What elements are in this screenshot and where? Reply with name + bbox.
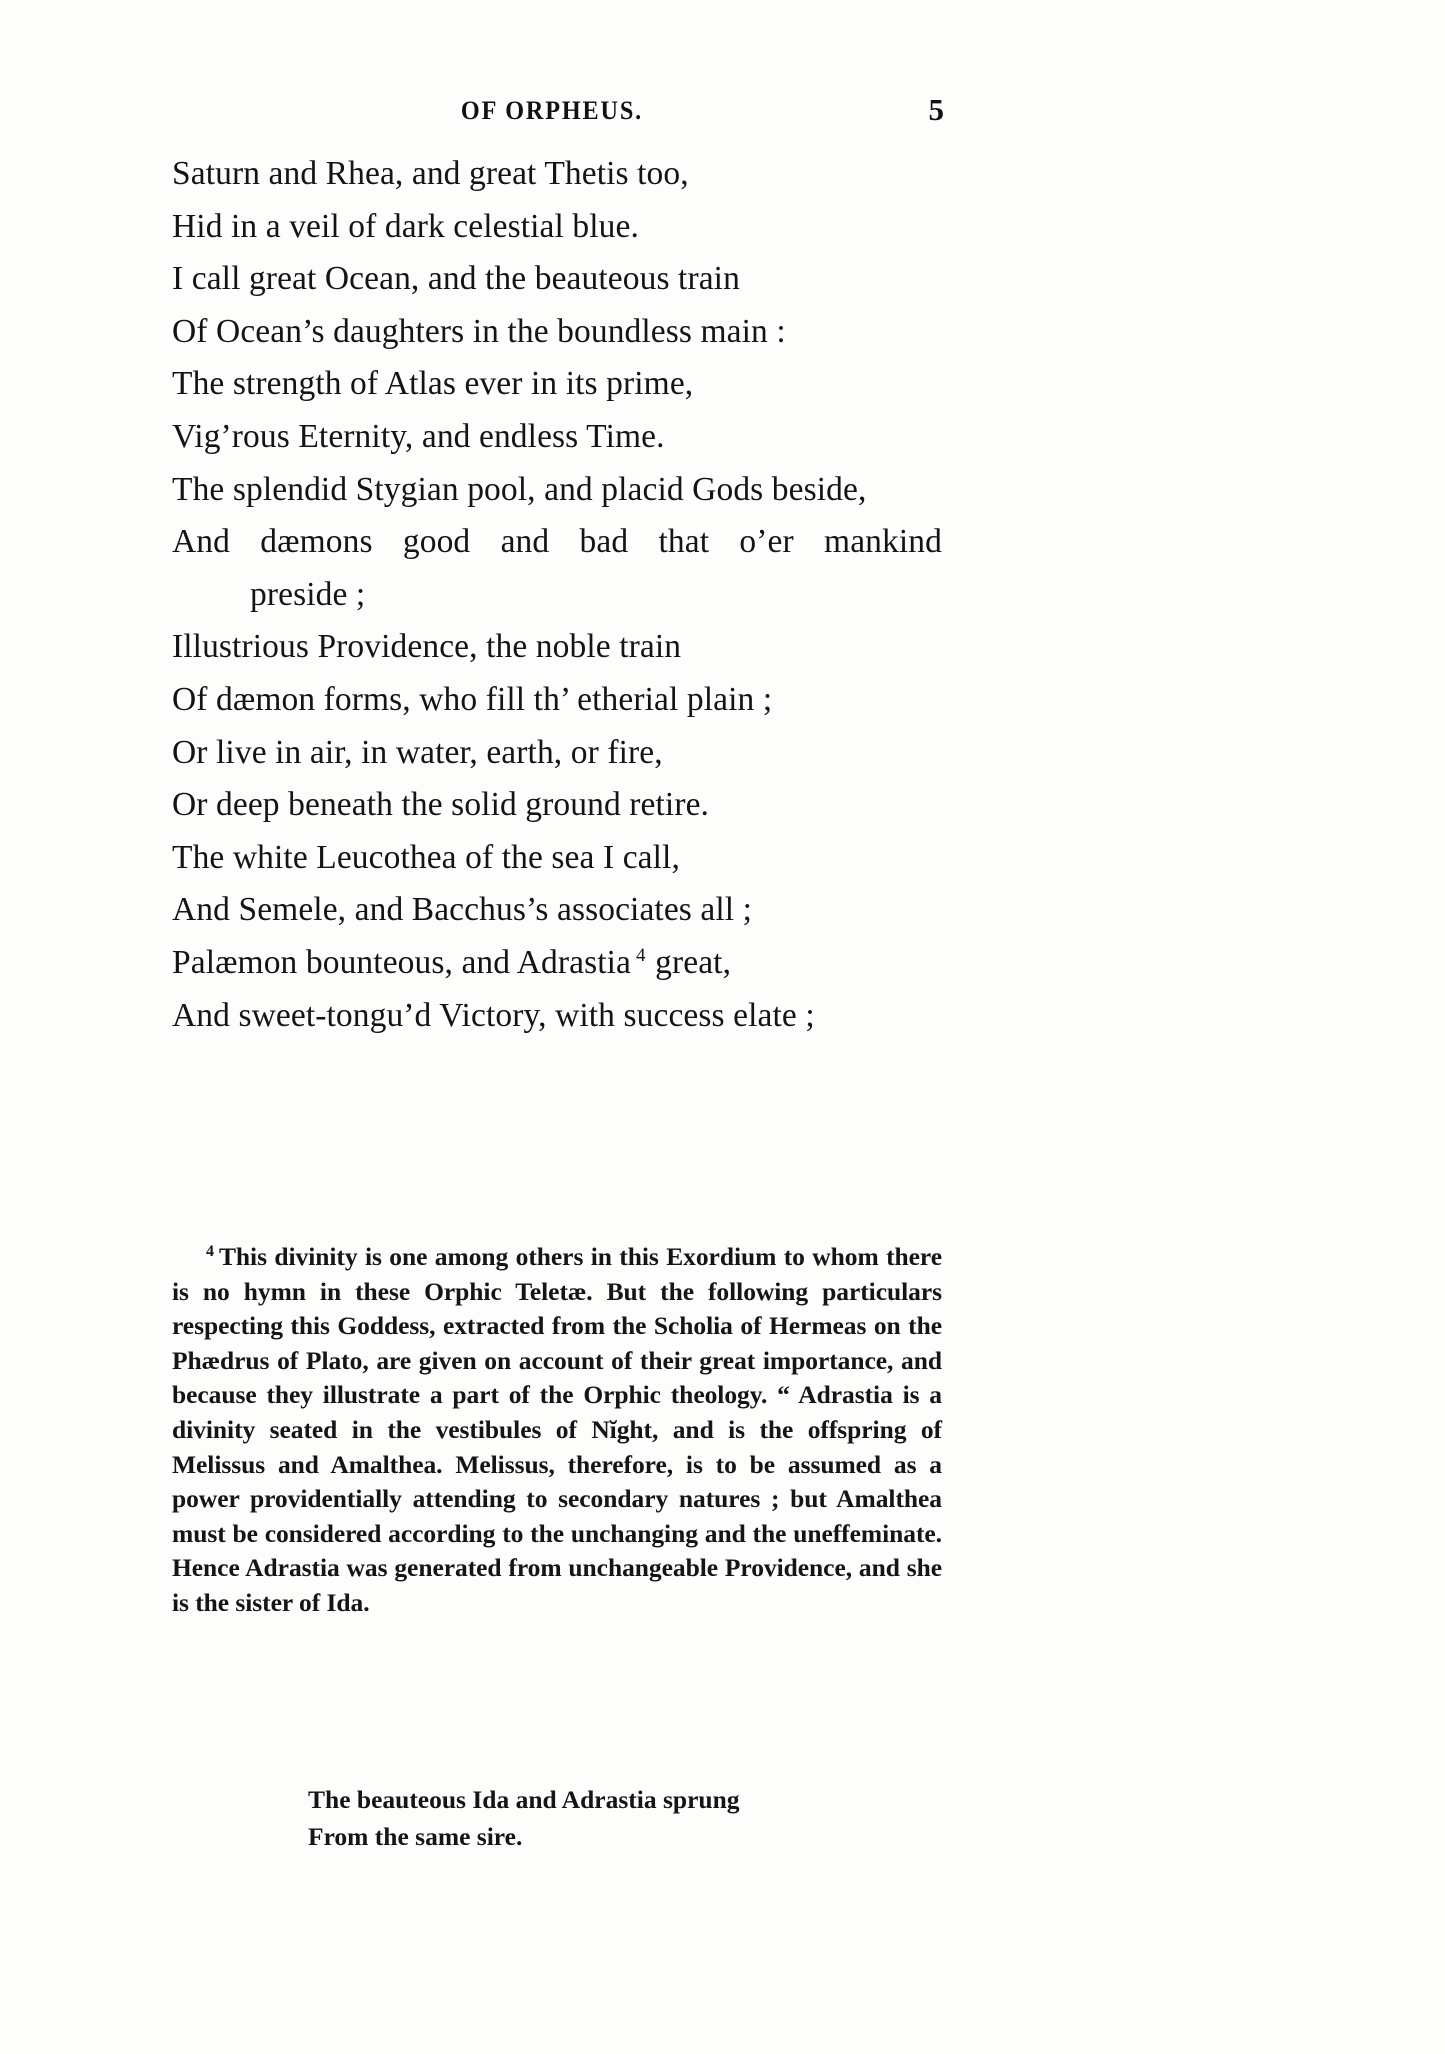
footnote-paragraph [172,1240,942,1621]
poem-line: And Semele, and Bacchus’s associates all ; [172,891,753,929]
footnote-text: This divinity is one among others in this Exordium to whom there is no hymn in these Orphic Teletæ. But the following particulars respecting this Goddess, extracted from the Scholia of Hermeas on the Phædrus of Plato, are given on account of their great importance, and because they illustrate a part of the Orphic theology. “ Adrastia is a divinity seated in the vestibules of Nĭght, and is the offspring of Melissus and Amalthea. Melissus, therefore, is to be assumed as a power providentially attending to secondary natures ; but Amalthea must be considered according to the unchanging and the uneffeminate. Hence Adrastia was generated from unchangeable Providence, and she is the sister of Ida. [172,1242,942,1617]
poem-line: Or deep beneath the solid ground retire. [172,786,710,824]
footnote-reference[interactable]: 4 [636,944,646,966]
poem-line-text-tail: great, [646,943,732,981]
quoted-verse-line: The beauteous Ida and Adrastia sprung [308,1785,740,1814]
poem-line: And sweet-tongu’d Victory, with success elate ; [172,996,815,1034]
poem-line: preside ; [250,575,366,613]
poem-line-text: Palæmon bounteous, and Adrastia [172,943,632,981]
poem-line: The strength of Atlas ever in its prime, [172,365,694,403]
footnote-marker: 4 [206,1242,214,1260]
poem-line: Saturn and Rhea, and great Thetis too, [172,155,689,192]
running-head-title: OF ORPHEUS. [460,96,644,125]
poem-line [172,937,942,990]
page-number: 5 [928,92,944,127]
poem-body [172,148,942,1042]
poem-line: The splendid Stygian pool, and placid Gods beside, [172,470,867,508]
quoted-verse-line: From the same sire. [308,1822,523,1851]
poem-line: The white Leucothea of the sea I call, [172,838,680,876]
poem-line: I call great Ocean, and the beauteous train [172,260,740,298]
poem-line: Or live in air, in water, earth, or fire, [172,733,663,771]
poem-line: Of dæmon forms, who fill th’ etherial plain ; [172,680,773,718]
poem-line: Hid in a veil of dark celestial blue. [172,207,639,245]
quoted-verse-block [172,1781,1078,1855]
running-head [172,92,944,136]
poem-line: Illustrious Providence, the noble train [172,628,682,666]
poem-line: Of Ocean’s daughters in the boundless main : [172,312,786,350]
poem-line: And dæmons good and bad that o’er mankind [172,523,942,561]
poem-line: Vig’rous Eternity, and endless Time. [172,417,665,455]
footnote-block [172,1240,942,1621]
